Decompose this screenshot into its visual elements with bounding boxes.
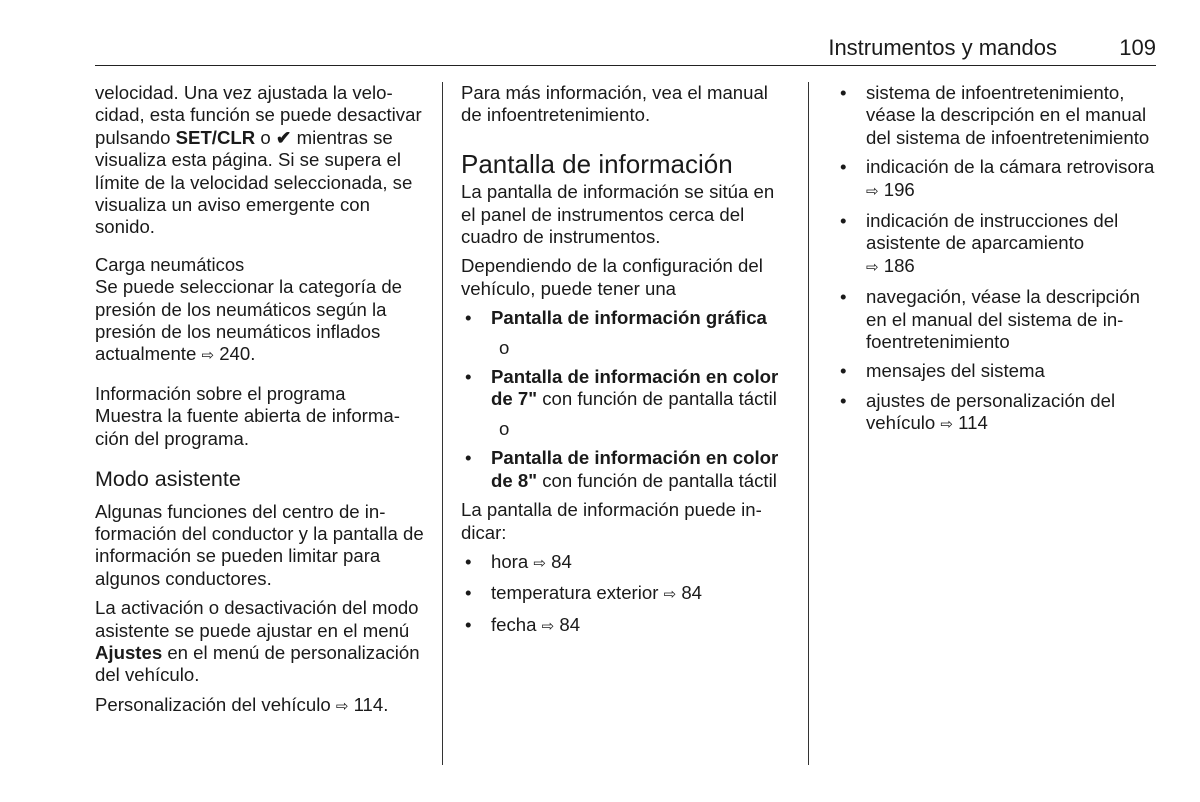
bullet-icon: • bbox=[465, 447, 472, 469]
header-title: Instrumentos y mandos bbox=[828, 35, 1057, 60]
personalization-reference: Personalización del vehículo ⇨ 114. bbox=[95, 693, 389, 715]
bullet-icon: • bbox=[840, 360, 847, 382]
reference-arrow-icon: ⇨ bbox=[663, 586, 677, 604]
bullet-icon: • bbox=[465, 550, 472, 572]
set-clr-label: SET/CLR bbox=[175, 126, 256, 148]
list-item: • indicación de instrucciones del asistente de aparcamiento ⇨ 186 bbox=[840, 210, 1119, 276]
indications-list-continued bbox=[836, 82, 1158, 437]
list-item: • mensajes del sistema bbox=[840, 360, 1045, 382]
page-reference: 114. bbox=[353, 693, 389, 715]
speed-limit-paragraph: velocidad. Una vez ajustada la velocidad, esta función se puede desactivar pulsando SET/CLR o ✔ mientras se visualiza esta página. Si se supera el límite de la velocidad seleccionada, se visualiza un aviso emergente con sonido. bbox=[95, 82, 422, 238]
list-item: • Pantalla de información en color de 8" con función de pantalla táctil bbox=[465, 447, 779, 491]
bullet-icon: • bbox=[840, 82, 847, 103]
reference-arrow-icon: ⇨ bbox=[940, 416, 953, 434]
page-header bbox=[95, 33, 1156, 66]
assistant-paragraph-2: La activación o desactivación del modo asistente se puede ajustar en el menú Ajustes en el menú de personalización del vehículo. bbox=[95, 597, 420, 686]
page-reference: 240. bbox=[219, 343, 256, 365]
bullet-icon: • bbox=[465, 613, 472, 635]
reference-arrow-icon: ⇨ bbox=[201, 347, 215, 365]
bullet-icon: • bbox=[840, 389, 847, 411]
column-divider bbox=[442, 82, 443, 765]
bullet-icon: • bbox=[840, 286, 847, 308]
list-item: • hora ⇨ 84 bbox=[465, 550, 572, 572]
program-info-text: Muestra la fuente abierta de información del programa. bbox=[95, 405, 400, 449]
ajustes-label: Ajustes bbox=[95, 641, 163, 663]
bullet-icon: • bbox=[465, 307, 472, 329]
page-reference: 186 bbox=[883, 254, 915, 276]
column-divider bbox=[808, 82, 809, 765]
page-reference: 84 bbox=[559, 613, 581, 635]
reference-arrow-icon: ⇨ bbox=[335, 697, 349, 715]
list-item: • Pantalla de información en color de 7" con función de pantalla táctil bbox=[465, 366, 779, 410]
more-info-text: Para más información, vea el manual de infoentretenimiento. bbox=[461, 82, 768, 126]
bullet-icon: • bbox=[840, 210, 847, 232]
list-item: • indicación de la cámara retrovisora ⇨ 196 bbox=[840, 156, 1155, 200]
page-reference: 84 bbox=[551, 550, 572, 572]
reference-arrow-icon: ⇨ bbox=[533, 554, 546, 572]
column-3 bbox=[836, 82, 1158, 444]
bullet-icon: • bbox=[465, 366, 472, 388]
page-reference: 84 bbox=[681, 582, 703, 604]
page-reference: 114 bbox=[958, 412, 988, 434]
list-item: • sistema de infoentretenimiento, véase la descripción en el manual del sistema de infoentretenimiento bbox=[840, 82, 1150, 148]
or-text: o bbox=[499, 336, 510, 358]
page-number: 109 bbox=[1119, 35, 1156, 60]
bullet-icon: • bbox=[465, 582, 472, 604]
column-2 bbox=[461, 82, 793, 645]
column-1 bbox=[95, 82, 425, 725]
display-options-list bbox=[461, 307, 793, 329]
program-info-title: Información sobre el programa bbox=[95, 382, 346, 404]
list-item: • fecha ⇨ 84 bbox=[465, 613, 581, 635]
reference-arrow-icon: ⇨ bbox=[866, 182, 879, 200]
display-paragraph-1: La pantalla de información se sitúa en el panel de instrumentos cerca del cuadro de instrumentos. bbox=[461, 181, 775, 248]
page-reference: 196 bbox=[883, 178, 915, 200]
bullet-icon: • bbox=[840, 156, 847, 178]
indications-list bbox=[461, 551, 793, 638]
list-item: • ajustes de personalización del vehículo ⇨ 114 bbox=[840, 389, 1116, 434]
list-item: • navegación, véase la descripción en el manual del sistema de infoentretenimiento bbox=[840, 286, 1140, 353]
reference-arrow-icon: ⇨ bbox=[866, 258, 879, 276]
list-item: • temperatura exterior ⇨ 84 bbox=[465, 582, 703, 604]
assistant-mode-heading: Modo asistente bbox=[95, 467, 241, 492]
display-paragraph-2: Dependiendo de la configuración del vehículo, puede tener una bbox=[461, 255, 763, 299]
reference-arrow-icon: ⇨ bbox=[541, 617, 555, 635]
or-text: o bbox=[499, 417, 510, 439]
display-heading: Pantalla de información bbox=[461, 148, 733, 179]
assistant-paragraph-1: Algunas funciones del centro de información del conductor y la pantalla de información se pueden limitar para algunos conductores. bbox=[95, 500, 424, 589]
tyre-load-title: Carga neumáticos bbox=[95, 253, 245, 275]
list-item: • Pantalla de información gráfica bbox=[465, 307, 767, 329]
check-icon: ✔ bbox=[275, 126, 292, 148]
can-show-text: La pantalla de información puede indicar: bbox=[461, 499, 762, 543]
tyre-load-text: Se puede seleccionar la categoría de presión de los neumáticos según la presión de los neumáticos inflados actualmente ⇨ 240. bbox=[95, 276, 403, 365]
